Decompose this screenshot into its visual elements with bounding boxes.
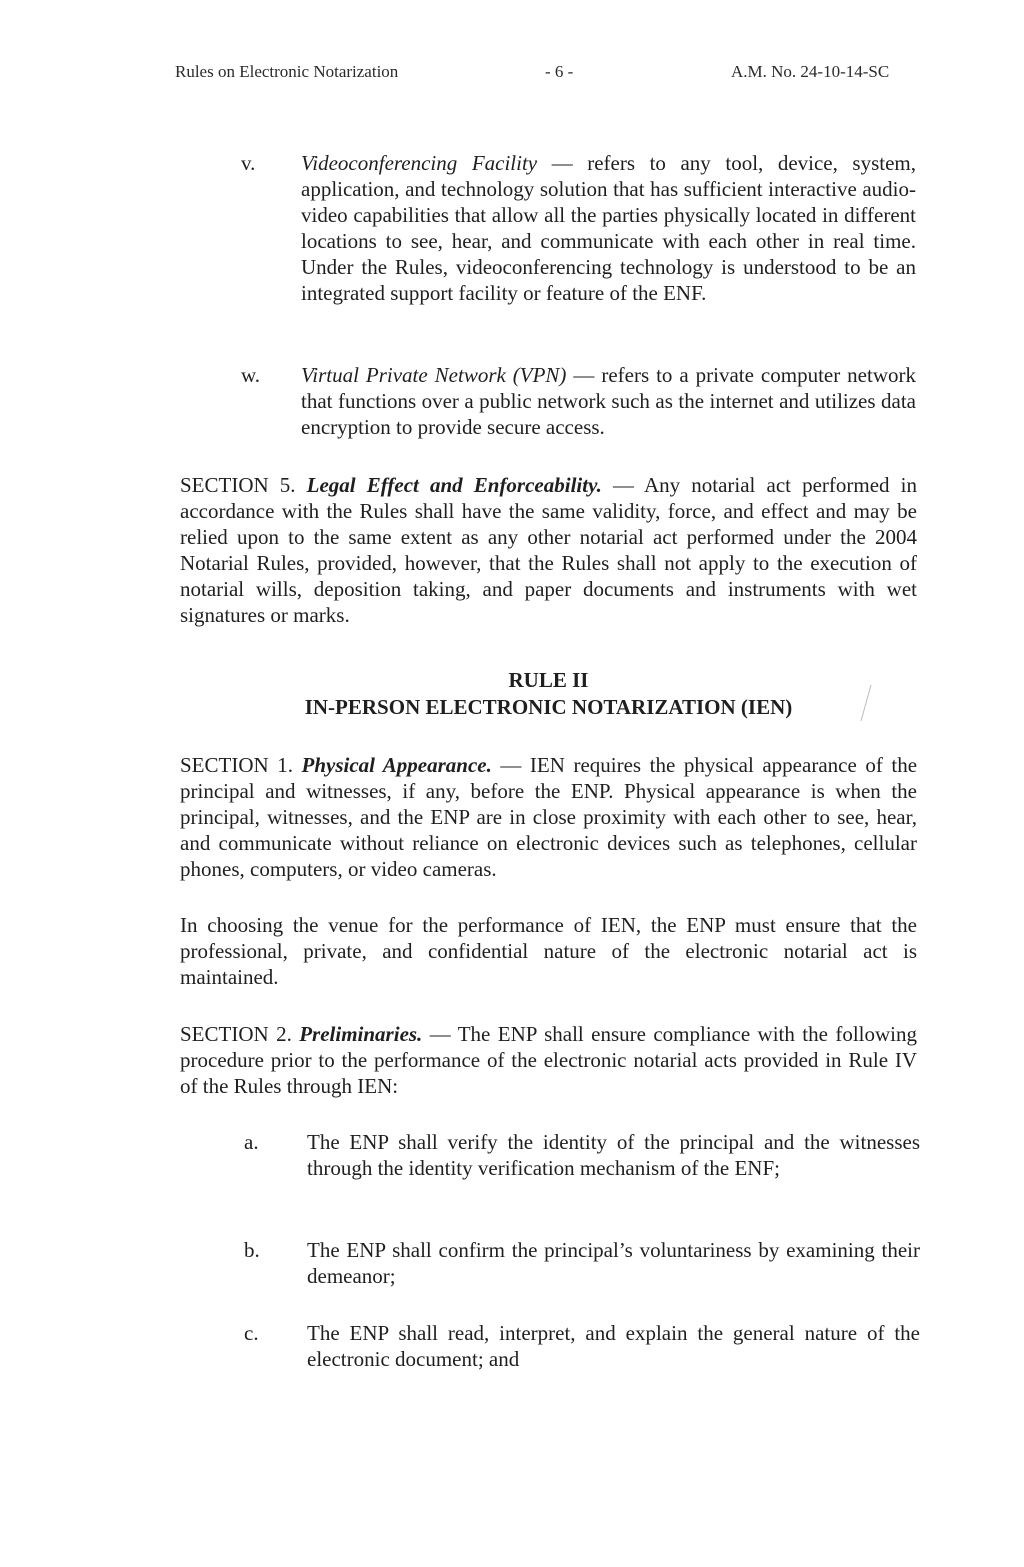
definition-term: Videoconferencing Facility: [301, 151, 538, 175]
section-body: — The ENP shall ensure compliance with the following procedure prior to the performance of the electronic notarial acts provided in Rule IV of the Rules through IEN:: [180, 1022, 917, 1098]
list-marker: c.: [244, 1321, 259, 1345]
section-title: Legal Effect and Enforceability.: [306, 473, 602, 497]
list-item-text: The ENP shall read, interpret, and explain the general nature of the electronic document; and: [307, 1321, 920, 1371]
venue-paragraph: In choosing the venue for the performance of IEN, the ENP must ensure that the professional, private, and confidential nature of the electronic notarial act is maintained.: [180, 913, 917, 989]
list-marker: a.: [244, 1130, 259, 1154]
list-item-text: The ENP shall confirm the principal’s voluntariness by examining their demeanor;: [307, 1238, 920, 1288]
rule-title: IN-PERSON ELECTRONIC NOTARIZATION (IEN): [304, 695, 793, 719]
rule-number: RULE II: [508, 668, 589, 692]
definition-item: [241, 362, 917, 442]
section-label: SECTION 2.: [180, 1022, 300, 1046]
definition-term: Virtual Private Network (VPN): [301, 363, 567, 387]
section-title: Preliminaries.: [299, 1022, 423, 1046]
definition-body: — refers to any tool, device, system, application, and technology solution that has sufficient interactive audio-video capabilities that allow all the parties physically located in different locations to see, hear, and communicate with each other in real time. Under the Rules, videoconferencing technology is understood to be an integrated support facility or feature of the ENF.: [301, 151, 917, 305]
page-number: - 6 -: [545, 62, 574, 81]
section-5-paragraph: [180, 472, 917, 628]
section-1-paragraph: [180, 752, 917, 882]
definition-body: — refers to a private computer network that functions over a public network such as the internet and utilizes data encryption to provide secure access.: [301, 363, 916, 439]
section-label: SECTION 5.: [180, 473, 307, 497]
section-body: — IEN requires the physical appearance of the principal and witnesses, if any, before the ENP. Physical appearance is when the principal, witnesses, and the ENP are in close proximity with each other to see, hear, and communicate without reliance on electronic devices such as telephones, cellular phones, computers, or video cameras.: [180, 753, 918, 881]
section-2-paragraph: [180, 1021, 917, 1099]
definition-marker: v.: [241, 151, 256, 175]
definition-text: [301, 362, 916, 440]
case-number: A.M. No. 24-10-14-SC: [731, 62, 890, 81]
list-marker: b.: [244, 1238, 260, 1262]
section-title: Physical Appearance.: [301, 753, 492, 777]
section-label: SECTION 1.: [180, 753, 302, 777]
header-title: Rules on Electronic Notarization: [175, 62, 399, 81]
section-body: — Any notarial act performed in accordance with the Rules shall have the same validity, force, and effect and may be relied upon to the same extent as any other notarial act performed under the 2004 Notarial Rules, provided, however, that the Rules shall not apply to the execution of notarial wills, deposition taking, and paper documents and instruments with wet signatures or marks.: [180, 473, 918, 627]
definition-item: [241, 150, 917, 335]
pen-tick-mark: [860, 683, 872, 723]
list-item-text: The ENP shall verify the identity of the principal and the witnesses through the identity verification mechanism of the ENF;: [307, 1130, 920, 1180]
definition-text: [301, 150, 916, 306]
definition-marker: w.: [241, 363, 261, 387]
